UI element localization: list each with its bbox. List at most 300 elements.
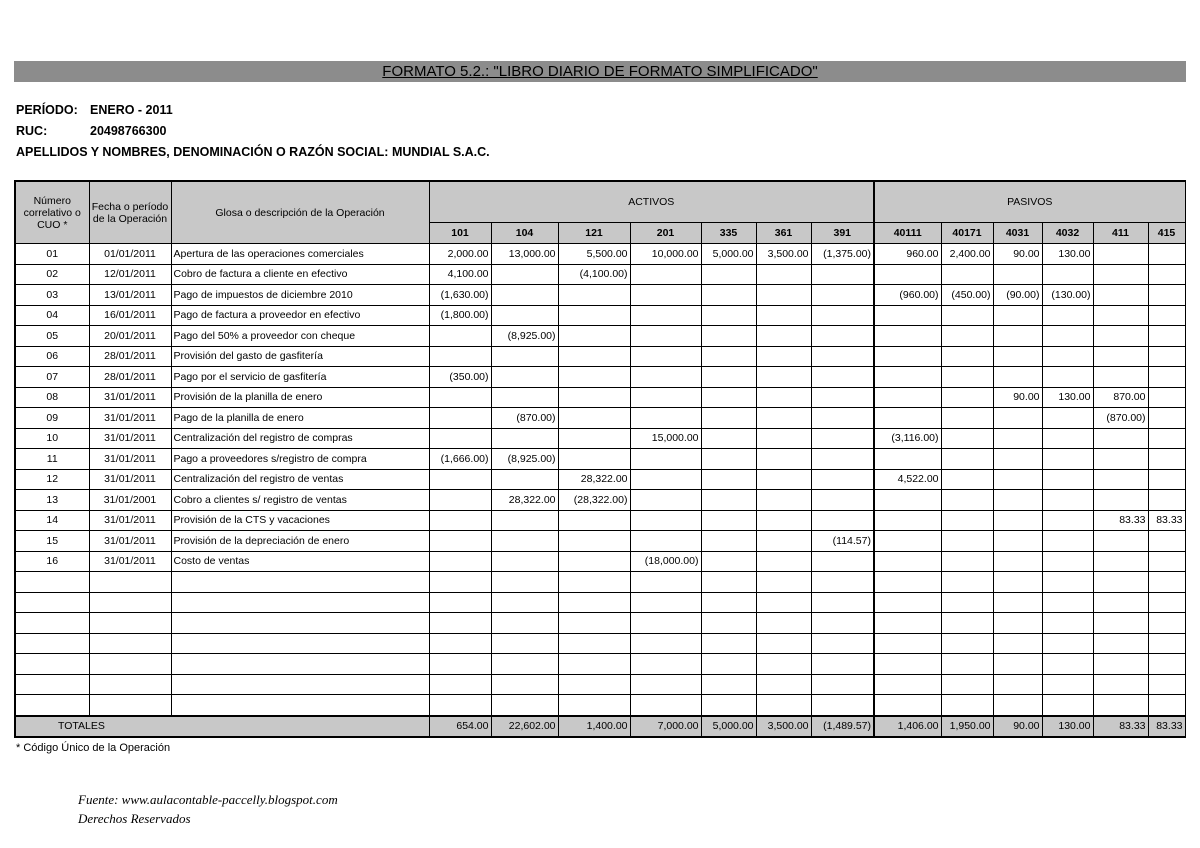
entry-date: 31/01/2011: [89, 551, 171, 572]
amount-cell: [993, 428, 1042, 449]
amount-cell: [993, 367, 1042, 388]
amount-cell: [1148, 285, 1185, 306]
amount-cell: 83.33: [1148, 510, 1185, 531]
amount-cell: [756, 490, 811, 511]
empty-cell: [941, 592, 993, 613]
amount-cell: [756, 387, 811, 408]
amount-cell: [630, 305, 701, 326]
entry-date: 31/01/2001: [89, 490, 171, 511]
amount-cell: (350.00): [429, 367, 491, 388]
amount-cell: [1042, 469, 1093, 490]
amount-cell: [491, 305, 558, 326]
entry-date: 31/01/2011: [89, 387, 171, 408]
amount-cell: [701, 367, 756, 388]
amount-cell: [993, 408, 1042, 429]
journal-row: [15, 387, 1185, 408]
amount-cell: [1042, 490, 1093, 511]
company-line: [16, 145, 490, 159]
amount-cell: [1042, 326, 1093, 347]
empty-cell: [171, 613, 429, 634]
amount-cell: [1148, 469, 1185, 490]
journal-row: [15, 264, 1185, 285]
amount-cell: [1093, 264, 1148, 285]
empty-row: [15, 592, 1185, 613]
account-code-cell: 101: [429, 223, 491, 244]
amount-cell: [756, 469, 811, 490]
journal-row: [15, 531, 1185, 552]
empty-cell: [171, 592, 429, 613]
entry-number: 08: [15, 387, 89, 408]
amount-cell: 130.00: [1042, 244, 1093, 265]
journal-row: [15, 305, 1185, 326]
amount-cell: (90.00): [993, 285, 1042, 306]
amount-cell: [811, 367, 874, 388]
empty-row: [15, 695, 1185, 716]
amount-cell: [941, 305, 993, 326]
amount-cell: [941, 408, 993, 429]
ruc-line: [16, 124, 166, 138]
entry-number: 01: [15, 244, 89, 265]
empty-cell: [811, 695, 874, 716]
empty-cell: [429, 654, 491, 675]
amount-cell: [993, 264, 1042, 285]
empty-cell: [756, 572, 811, 593]
empty-cell: [429, 674, 491, 695]
empty-cell: [941, 572, 993, 593]
empty-cell: [993, 633, 1042, 654]
amount-cell: [1093, 490, 1148, 511]
entry-number: 16: [15, 551, 89, 572]
empty-cell: [756, 592, 811, 613]
empty-cell: [558, 572, 630, 593]
amount-cell: [701, 551, 756, 572]
empty-cell: [429, 633, 491, 654]
empty-cell: [701, 695, 756, 716]
empty-cell: [1148, 572, 1185, 593]
entry-description: Pago de impuestos de diciembre 2010: [171, 285, 429, 306]
empty-row: [15, 633, 1185, 654]
entry-number: 09: [15, 408, 89, 429]
amount-cell: [1148, 551, 1185, 572]
amount-cell: [701, 490, 756, 511]
amount-cell: [941, 551, 993, 572]
journal-row: [15, 428, 1185, 449]
amount-cell: 28,322.00: [491, 490, 558, 511]
amount-cell: [1148, 346, 1185, 367]
amount-cell: 4,522.00: [874, 469, 941, 490]
empty-cell: [1042, 674, 1093, 695]
amount-cell: [1093, 551, 1148, 572]
amount-cell: [701, 387, 756, 408]
amount-cell: [874, 408, 941, 429]
empty-cell: [558, 674, 630, 695]
amount-cell: [993, 305, 1042, 326]
empty-cell: [1093, 633, 1148, 654]
journal-row: [15, 285, 1185, 306]
amount-cell: [429, 346, 491, 367]
empty-cell: [874, 654, 941, 675]
entry-description: Centralización del registro de ventas: [171, 469, 429, 490]
amount-cell: [491, 428, 558, 449]
total-amount: 90.00: [993, 716, 1042, 738]
empty-cell: [15, 613, 89, 634]
amount-cell: [630, 408, 701, 429]
amount-cell: [558, 285, 630, 306]
total-amount: 5,000.00: [701, 716, 756, 738]
amount-cell: 2,400.00: [941, 244, 993, 265]
empty-cell: [491, 695, 558, 716]
amount-cell: [630, 531, 701, 552]
entry-number: 05: [15, 326, 89, 347]
empty-cell: [89, 592, 171, 613]
amount-cell: [811, 490, 874, 511]
amount-cell: [491, 510, 558, 531]
amount-cell: 130.00: [1042, 387, 1093, 408]
amount-cell: [1093, 326, 1148, 347]
total-amount: 1,950.00: [941, 716, 993, 738]
empty-cell: [15, 674, 89, 695]
empty-cell: [89, 695, 171, 716]
empty-cell: [756, 695, 811, 716]
empty-cell: [1148, 695, 1185, 716]
empty-cell: [1093, 572, 1148, 593]
empty-cell: [941, 633, 993, 654]
empty-cell: [1042, 654, 1093, 675]
amount-cell: [874, 510, 941, 531]
account-code-cell: 411: [1093, 223, 1148, 244]
amount-cell: [1093, 531, 1148, 552]
amount-cell: (1,375.00): [811, 244, 874, 265]
entry-number: 14: [15, 510, 89, 531]
amount-cell: (3,116.00): [874, 428, 941, 449]
amount-cell: [811, 449, 874, 470]
amount-cell: [1148, 264, 1185, 285]
empty-cell: [15, 633, 89, 654]
empty-cell: [1042, 592, 1093, 613]
account-code-cell: 121: [558, 223, 630, 244]
amount-cell: [429, 387, 491, 408]
empty-cell: [630, 613, 701, 634]
account-code-cell: 361: [756, 223, 811, 244]
amount-cell: [811, 387, 874, 408]
amount-cell: [941, 346, 993, 367]
totals-row: [15, 716, 1185, 738]
amount-cell: [630, 490, 701, 511]
amount-cell: [701, 469, 756, 490]
empty-cell: [1042, 572, 1093, 593]
amount-cell: [491, 387, 558, 408]
amount-cell: [993, 551, 1042, 572]
amount-cell: (130.00): [1042, 285, 1093, 306]
amount-cell: [1148, 367, 1185, 388]
entry-description: Apertura de las operaciones comerciales: [171, 244, 429, 265]
amount-cell: [756, 551, 811, 572]
empty-cell: [630, 592, 701, 613]
empty-cell: [811, 592, 874, 613]
amount-cell: [558, 346, 630, 367]
amount-cell: [756, 428, 811, 449]
entry-date: 31/01/2011: [89, 510, 171, 531]
account-code-cell: 201: [630, 223, 701, 244]
amount-cell: [701, 408, 756, 429]
empty-cell: [993, 674, 1042, 695]
amount-cell: [993, 469, 1042, 490]
amount-cell: [993, 346, 1042, 367]
amount-cell: [701, 449, 756, 470]
journal-row: [15, 490, 1185, 511]
journal-table: [14, 180, 1186, 738]
amount-cell: [701, 510, 756, 531]
amount-cell: [1093, 305, 1148, 326]
amount-cell: [941, 449, 993, 470]
ruc-label: RUC:: [16, 124, 48, 138]
amount-cell: 2,000.00: [429, 244, 491, 265]
account-code-cell: 415: [1148, 223, 1185, 244]
amount-cell: [701, 305, 756, 326]
empty-cell: [993, 592, 1042, 613]
amount-cell: [630, 469, 701, 490]
account-code-cell: 4032: [1042, 223, 1093, 244]
amount-cell: [874, 531, 941, 552]
journal-row: [15, 326, 1185, 347]
amount-cell: [630, 264, 701, 285]
amount-cell: [993, 326, 1042, 347]
entry-number: 10: [15, 428, 89, 449]
amount-cell: [941, 367, 993, 388]
ruc-value: 20498766300: [90, 124, 167, 138]
empty-cell: [15, 572, 89, 593]
entry-date: 31/01/2011: [89, 469, 171, 490]
empty-cell: [811, 654, 874, 675]
empty-cell: [429, 695, 491, 716]
amount-cell: [558, 305, 630, 326]
total-amount: 83.33: [1148, 716, 1185, 738]
amount-cell: [756, 326, 811, 347]
amount-cell: [1148, 428, 1185, 449]
empty-cell: [1093, 613, 1148, 634]
amount-cell: [1042, 449, 1093, 470]
amount-cell: [1148, 531, 1185, 552]
entry-number: 13: [15, 490, 89, 511]
empty-row: [15, 613, 1185, 634]
amount-cell: [756, 346, 811, 367]
account-code-cell: 40171: [941, 223, 993, 244]
journal-row: [15, 449, 1185, 470]
entry-description: Pago del 50% a proveedor con cheque: [171, 326, 429, 347]
amount-cell: [756, 408, 811, 429]
amount-cell: [1148, 490, 1185, 511]
amount-cell: [1093, 346, 1148, 367]
amount-cell: [429, 531, 491, 552]
total-amount: 22,602.00: [491, 716, 558, 738]
total-amount: 130.00: [1042, 716, 1093, 738]
source-url: www.aulacontable-paccelly.blogspot.com: [121, 792, 338, 807]
amount-cell: [993, 531, 1042, 552]
amount-cell: [811, 264, 874, 285]
entry-description: Costo de ventas: [171, 551, 429, 572]
amount-cell: [491, 531, 558, 552]
amount-cell: 15,000.00: [630, 428, 701, 449]
empty-cell: [89, 654, 171, 675]
entry-date: 31/01/2011: [89, 449, 171, 470]
amount-cell: [756, 510, 811, 531]
amount-cell: [811, 551, 874, 572]
amount-cell: 3,500.00: [756, 244, 811, 265]
empty-cell: [1148, 674, 1185, 695]
entry-date: 31/01/2011: [89, 408, 171, 429]
empty-row: [15, 674, 1185, 695]
entry-date: 01/01/2011: [89, 244, 171, 265]
empty-cell: [491, 654, 558, 675]
amount-cell: 90.00: [993, 387, 1042, 408]
journal-row: [15, 510, 1185, 531]
amount-cell: [1042, 510, 1093, 531]
empty-cell: [89, 572, 171, 593]
amount-cell: [1042, 346, 1093, 367]
amount-cell: (8,925.00): [491, 449, 558, 470]
amount-cell: (18,000.00): [630, 551, 701, 572]
empty-cell: [630, 674, 701, 695]
amount-cell: [811, 326, 874, 347]
amount-cell: [429, 490, 491, 511]
amount-cell: [491, 551, 558, 572]
amount-cell: [874, 490, 941, 511]
amount-cell: (1,800.00): [429, 305, 491, 326]
empty-row: [15, 572, 1185, 593]
amount-cell: [941, 326, 993, 347]
amount-cell: [630, 285, 701, 306]
entry-number: 11: [15, 449, 89, 470]
header-numero: Número correlativo o CUO *: [15, 181, 89, 244]
amount-cell: [874, 367, 941, 388]
amount-cell: [630, 387, 701, 408]
empty-cell: [491, 633, 558, 654]
entry-description: Provisión de la depreciación de enero: [171, 531, 429, 552]
amount-cell: [429, 469, 491, 490]
empty-cell: [89, 613, 171, 634]
amount-cell: 5,500.00: [558, 244, 630, 265]
document-title: FORMATO 5.2.: "LIBRO DIARIO DE FORMATO SIMPLIFICADO": [382, 63, 818, 80]
period-value: ENERO - 2011: [90, 103, 173, 117]
amount-cell: [874, 551, 941, 572]
empty-cell: [1042, 613, 1093, 634]
empty-cell: [171, 695, 429, 716]
amount-cell: [756, 285, 811, 306]
empty-cell: [874, 592, 941, 613]
empty-cell: [1042, 633, 1093, 654]
footnote: * Código Único de la Operación: [16, 742, 171, 754]
account-code-cell: 104: [491, 223, 558, 244]
company-value: MUNDIAL S.A.C.: [391, 145, 490, 159]
empty-cell: [429, 572, 491, 593]
entry-description: Provisión del gasto de gasfitería: [171, 346, 429, 367]
empty-cell: [630, 695, 701, 716]
amount-cell: [701, 264, 756, 285]
amount-cell: [941, 469, 993, 490]
amount-cell: [558, 387, 630, 408]
entry-description: Pago a proveedores s/registro de compra: [171, 449, 429, 470]
empty-cell: [491, 592, 558, 613]
amount-cell: [429, 510, 491, 531]
source-line: [78, 792, 338, 808]
amount-cell: 870.00: [1093, 387, 1148, 408]
total-amount: 3,500.00: [756, 716, 811, 738]
amount-cell: [558, 408, 630, 429]
empty-cell: [15, 695, 89, 716]
empty-cell: [874, 572, 941, 593]
header-row: [15, 181, 1185, 223]
journal-row: [15, 551, 1185, 572]
entry-number: 12: [15, 469, 89, 490]
total-amount: 1,406.00: [874, 716, 941, 738]
amount-cell: [429, 428, 491, 449]
amount-cell: [993, 449, 1042, 470]
amount-cell: (8,925.00): [491, 326, 558, 347]
empty-cell: [993, 654, 1042, 675]
entry-description: Pago de la planilla de enero: [171, 408, 429, 429]
empty-cell: [1148, 613, 1185, 634]
amount-cell: [1148, 449, 1185, 470]
entry-description: Cobro de factura a cliente en efectivo: [171, 264, 429, 285]
empty-cell: [701, 674, 756, 695]
period-line: [16, 103, 173, 117]
totals-label: TOTALES: [15, 716, 429, 738]
header-pasivos: PASIVOS: [874, 181, 1185, 223]
amount-cell: [874, 326, 941, 347]
amount-cell: [1148, 244, 1185, 265]
empty-cell: [874, 613, 941, 634]
empty-cell: [701, 592, 756, 613]
empty-cell: [1148, 654, 1185, 675]
amount-cell: 90.00: [993, 244, 1042, 265]
empty-cell: [1042, 695, 1093, 716]
empty-cell: [874, 695, 941, 716]
empty-cell: [756, 633, 811, 654]
amount-cell: (870.00): [1093, 408, 1148, 429]
account-code-cell: 335: [701, 223, 756, 244]
entry-date: 28/01/2011: [89, 367, 171, 388]
empty-cell: [15, 654, 89, 675]
amount-cell: [630, 449, 701, 470]
amount-cell: [630, 346, 701, 367]
amount-cell: [701, 531, 756, 552]
empty-cell: [558, 654, 630, 675]
amount-cell: [558, 510, 630, 531]
empty-cell: [171, 674, 429, 695]
amount-cell: 960.00: [874, 244, 941, 265]
entry-date: 28/01/2011: [89, 346, 171, 367]
amount-cell: [429, 408, 491, 429]
empty-cell: [1093, 654, 1148, 675]
total-amount: 7,000.00: [630, 716, 701, 738]
amount-cell: [811, 305, 874, 326]
amount-cell: (960.00): [874, 285, 941, 306]
amount-cell: 13,000.00: [491, 244, 558, 265]
amount-cell: [1148, 387, 1185, 408]
total-amount: 1,400.00: [558, 716, 630, 738]
amount-cell: [491, 285, 558, 306]
empty-row: [15, 654, 1185, 675]
entry-date: 12/01/2011: [89, 264, 171, 285]
amount-cell: [1042, 428, 1093, 449]
amount-cell: [558, 326, 630, 347]
total-amount: 83.33: [1093, 716, 1148, 738]
empty-cell: [1148, 633, 1185, 654]
amount-cell: (870.00): [491, 408, 558, 429]
empty-cell: [874, 674, 941, 695]
amount-cell: [1148, 408, 1185, 429]
empty-cell: [1093, 674, 1148, 695]
